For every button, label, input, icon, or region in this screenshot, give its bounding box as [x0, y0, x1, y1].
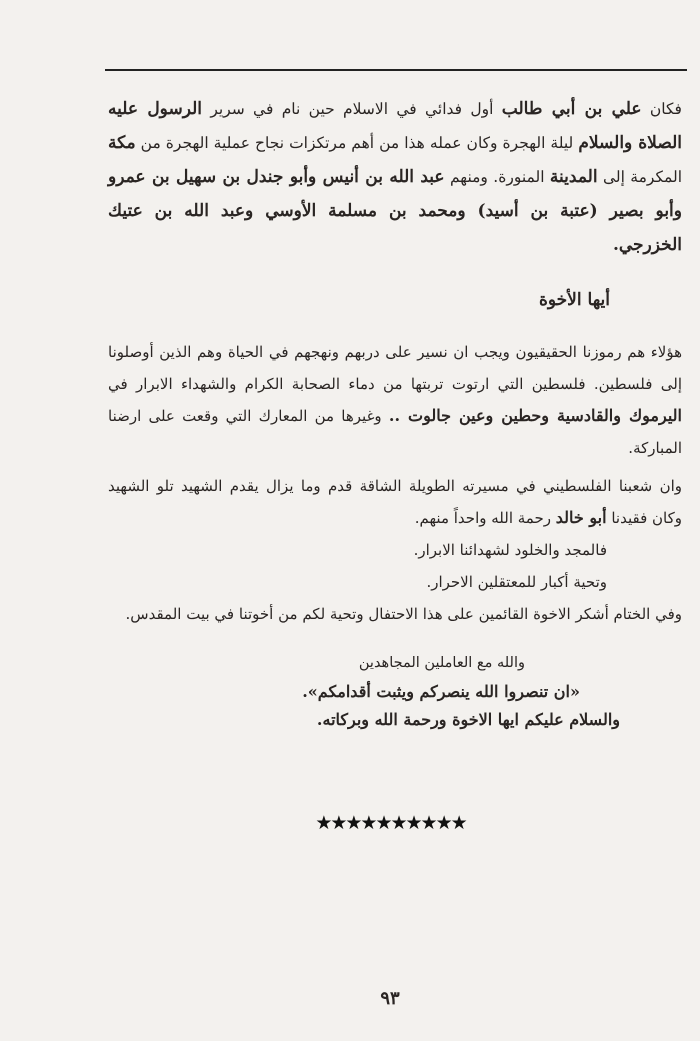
- text-span: ليلة الهجرة وكان عمله هذا من أهم مرتكزات نجاح عملية الهجرة من: [140, 134, 574, 152]
- bold-name: علي بن أبي طالب: [501, 99, 642, 119]
- line-salute: وتحية أكبار للمعتقلين الاحرار.: [426, 573, 607, 591]
- closing-greeting: والسلام عليكم ايها الاخوة ورحمة الله وبركاته.: [316, 710, 620, 729]
- closing-block: [190, 648, 620, 734]
- text-span: رحمة الله واحداً منهم.: [414, 509, 551, 527]
- bold-battles: اليرموك والقادسية وحطين وعين جالوت ..: [388, 406, 682, 425]
- bold-name: مكة: [108, 133, 136, 153]
- bold-name: الرسول عليه الصلاة والسلام: [108, 99, 682, 153]
- paragraph-2: [108, 336, 682, 464]
- section-heading: أيها الأخوة: [538, 290, 610, 310]
- text-span: فكان: [649, 100, 682, 118]
- paragraph-3: [108, 470, 682, 534]
- text-span: أول فدائي في الاسلام حين نام في سرير: [210, 100, 494, 118]
- bold-name: أبو خالد: [555, 508, 607, 527]
- header-rule: [105, 69, 687, 71]
- star-separator: ★★★★★★★★★★: [315, 812, 466, 834]
- closing-line-1: والله مع العاملين المجاهدين: [358, 655, 525, 671]
- text-span: المنورة. ومنهم: [449, 168, 545, 186]
- body-text: [108, 92, 682, 630]
- bold-names-list: عبد الله بن أنيس وأبو جندل بن سهيل بن عمرو وأبو بصير (عتبة بن أسيد) ومحمد بن مسلمة الأوسي وعبد الله بن عتيك الخزرجي.: [108, 167, 682, 255]
- bold-name: المدينة: [549, 167, 598, 187]
- text-span: المكرمة إلى: [602, 168, 683, 186]
- page-number: ٩٣: [380, 988, 400, 1009]
- text-span: وغيرها من المعارك التي وقعت على ارضنا المباركة.: [108, 407, 682, 457]
- closing-quote: «ان تنصروا الله ينصركم ويثبت أقدامكم».: [302, 682, 580, 701]
- text-span: وان شعبنا الفلسطيني في مسيرته الطويلة الشاقة قدم وما يزال يقدم الشهيد تلو الشهيد وكان فقيدنا: [108, 477, 682, 527]
- line-glory: فالمجد والخلود لشهدائنا الابرار.: [413, 541, 607, 559]
- text-span: هؤلاء هم رموزنا الحقيقيون ويجب ان نسير على دربهم ونهجهم في الحياة وهم الذين أوصلونا إلى فلسطين. فلسطين التي ارتوت تربتها من دماء الصحابة الكرام والشهداء الابرار في: [108, 343, 682, 393]
- paragraph-1: [108, 92, 682, 262]
- paragraph-final: وفي الختام أشكر الاخوة القائمين على هذا الاحتفال وتحية لكم من أخوتنا في بيت المقدس.: [125, 605, 682, 623]
